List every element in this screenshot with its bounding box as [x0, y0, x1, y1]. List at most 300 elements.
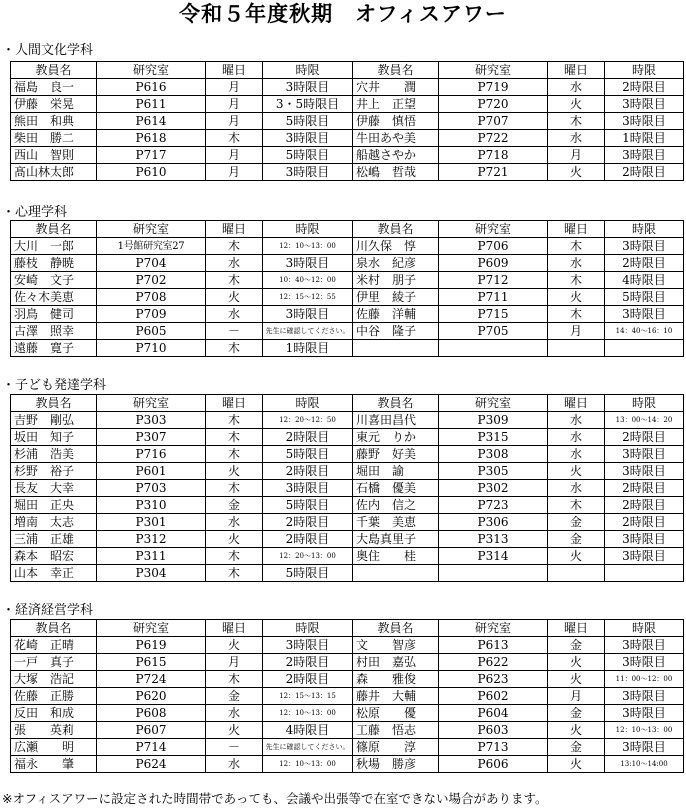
- weekday-cell: 水: [548, 255, 605, 272]
- period-cell: 3時限目: [605, 688, 684, 705]
- column-header-name: 教員名: [11, 620, 97, 637]
- weekday-cell: 木: [548, 272, 605, 289]
- weekday-cell: 火: [548, 548, 605, 565]
- teacher-name-cell: 大川 一郎: [11, 238, 97, 255]
- table-row: [11, 323, 684, 340]
- column-header-day: 曜日: [206, 221, 263, 238]
- period-cell: 2時限目: [605, 255, 684, 272]
- teacher-name-cell: 文 智彦: [353, 637, 439, 654]
- table-row: [11, 446, 684, 463]
- teacher-name-cell: 森 雅俊: [353, 671, 439, 688]
- teacher-name-cell: 川久保 惇: [353, 238, 439, 255]
- period-cell: 2時限目: [263, 531, 353, 548]
- room-cell: P715: [439, 306, 548, 323]
- column-header-name: 教員名: [11, 395, 97, 412]
- teacher-name-cell: 福永 肇: [11, 756, 97, 773]
- table-row: [11, 255, 684, 272]
- room-cell: P622: [439, 654, 548, 671]
- room-cell: P619: [97, 637, 206, 654]
- column-header-day: 曜日: [206, 62, 263, 79]
- period-cell: 3時限目: [605, 113, 684, 130]
- period-cell: 12：15～13：15: [263, 688, 353, 705]
- teacher-name-cell: 伊藤 慎悟: [353, 113, 439, 130]
- teacher-name-cell: 松原 優: [353, 705, 439, 722]
- teacher-name-cell: 大塚 浩記: [11, 671, 97, 688]
- room-cell: P304: [97, 565, 206, 582]
- weekday-cell: 火: [206, 722, 263, 739]
- room-cell: P722: [439, 130, 548, 147]
- period-cell: 2時限目: [605, 514, 684, 531]
- weekday-cell: 水: [206, 705, 263, 722]
- period-cell: 3時限目: [605, 548, 684, 565]
- period-cell: 3時限目: [605, 531, 684, 548]
- teacher-name-cell: 佐藤 洋輔: [353, 306, 439, 323]
- teacher-name-cell: 藤野 好美: [353, 446, 439, 463]
- weekday-cell: 木: [206, 130, 263, 147]
- column-header-day: 曜日: [548, 62, 605, 79]
- page-title: 令和５年度秋期 オフィスアワー: [179, 2, 507, 26]
- room-cell: P611: [97, 96, 206, 113]
- weekday-cell: 月: [206, 147, 263, 164]
- period-cell: 5時限目: [605, 289, 684, 306]
- column-header-day: 曜日: [548, 620, 605, 637]
- weekday-cell: 金: [206, 497, 263, 514]
- period-cell: 3時限目: [263, 480, 353, 497]
- period-cell: 13：00～14：20: [605, 412, 684, 429]
- column-header-period: 時限: [263, 620, 353, 637]
- column-header-name: 教員名: [353, 620, 439, 637]
- room-cell: P605: [97, 323, 206, 340]
- room-cell: P309: [439, 412, 548, 429]
- weekday-cell: 火: [548, 463, 605, 480]
- room-cell: P613: [439, 637, 548, 654]
- table-row: [11, 514, 684, 531]
- column-header-room: 研究室: [439, 62, 548, 79]
- teacher-name-cell: 松嶋 哲哉: [353, 164, 439, 181]
- period-cell: 3時限目: [605, 306, 684, 323]
- period-cell: 4時限目: [605, 272, 684, 289]
- table-row: [11, 480, 684, 497]
- room-cell: P303: [97, 412, 206, 429]
- room-cell: P608: [97, 705, 206, 722]
- period-cell: 11：00～12：00: [605, 671, 684, 688]
- table-row: [11, 306, 684, 323]
- office-hours-table: [10, 61, 684, 181]
- weekday-cell: 火: [548, 722, 605, 739]
- office-hours-table: [10, 394, 684, 582]
- period-cell: 2時限目: [605, 429, 684, 446]
- period-cell: 3時限目: [263, 306, 353, 323]
- weekday-cell: 木: [548, 238, 605, 255]
- period-cell: 12：10～13：00: [263, 238, 353, 255]
- period-cell: 3時限目: [605, 238, 684, 255]
- room-cell: P703: [97, 480, 206, 497]
- period-cell: 4時限目: [263, 722, 353, 739]
- period-cell: 5時限目: [263, 147, 353, 164]
- teacher-name-cell: 反田 和成: [11, 705, 97, 722]
- teacher-name-cell: 花崎 正晴: [11, 637, 97, 654]
- room-cell: P306: [439, 514, 548, 531]
- room-cell: P709: [97, 306, 206, 323]
- teacher-name-cell: 堀田 諭: [353, 463, 439, 480]
- room-cell: P706: [439, 238, 548, 255]
- period-cell: 2時限目: [263, 671, 353, 688]
- period-cell: [605, 565, 684, 582]
- column-header-period: 時限: [605, 221, 684, 238]
- weekday-cell: 木: [206, 412, 263, 429]
- period-cell: 3時限目: [263, 164, 353, 181]
- teacher-name-cell: 羽鳥 健司: [11, 306, 97, 323]
- teacher-name-cell: 遠藤 寛子: [11, 340, 97, 357]
- table-row: [11, 637, 684, 654]
- teacher-name-cell: 中谷 隆子: [353, 323, 439, 340]
- room-cell: P305: [439, 463, 548, 480]
- teacher-name-cell: 杉浦 浩美: [11, 446, 97, 463]
- weekday-cell: 火: [548, 671, 605, 688]
- column-header-name: 教員名: [353, 221, 439, 238]
- teacher-name-cell: 森本 昭宏: [11, 548, 97, 565]
- teacher-name-cell: 米村 朋子: [353, 272, 439, 289]
- table-row: [11, 289, 684, 306]
- weekday-cell: 木: [206, 565, 263, 582]
- period-cell: 12：10～13：00: [263, 756, 353, 773]
- column-header-day: 曜日: [548, 221, 605, 238]
- teacher-name-cell: 伊里 綾子: [353, 289, 439, 306]
- room-cell: P616: [97, 79, 206, 96]
- period-cell: 3時限目: [605, 446, 684, 463]
- room-cell: P604: [439, 705, 548, 722]
- room-cell: P606: [439, 756, 548, 773]
- office-hours-table: [10, 619, 684, 773]
- column-header-name: 教員名: [353, 62, 439, 79]
- teacher-name-cell: 張 英莉: [11, 722, 97, 739]
- table-row: [11, 531, 684, 548]
- weekday-cell: 火: [206, 289, 263, 306]
- period-cell: 3時限目: [605, 147, 684, 164]
- period-cell: 2時限目: [263, 654, 353, 671]
- table-row: [11, 164, 684, 181]
- column-header-room: 研究室: [439, 395, 548, 412]
- table-row: [11, 463, 684, 480]
- weekday-cell: 金: [548, 514, 605, 531]
- weekday-cell: －: [206, 323, 263, 340]
- weekday-cell: 木: [206, 272, 263, 289]
- weekday-cell: 金: [548, 531, 605, 548]
- table-row: [11, 113, 684, 130]
- table-row: [11, 238, 684, 255]
- room-cell: P710: [97, 340, 206, 357]
- period-cell: 3時限目: [263, 130, 353, 147]
- teacher-name-cell: 西山 智則: [11, 147, 97, 164]
- room-cell: P620: [97, 688, 206, 705]
- table-row: [11, 671, 684, 688]
- period-cell: 1時限目: [605, 130, 684, 147]
- weekday-cell: 金: [548, 739, 605, 756]
- column-header-period: 時限: [605, 620, 684, 637]
- table-header-row: [11, 395, 684, 412]
- column-header-period: 時限: [263, 62, 353, 79]
- weekday-cell: 木: [206, 446, 263, 463]
- room-cell: P720: [439, 96, 548, 113]
- weekday-cell: 木: [548, 497, 605, 514]
- teacher-name-cell: 三浦 正雄: [11, 531, 97, 548]
- teacher-name-cell: 川喜田昌代: [353, 412, 439, 429]
- teacher-name-cell: 奥住 桂: [353, 548, 439, 565]
- weekday-cell: 水: [206, 306, 263, 323]
- table-row: [11, 272, 684, 289]
- column-header-room: 研究室: [97, 221, 206, 238]
- column-header-day: 曜日: [206, 620, 263, 637]
- period-cell: 12：20～12：50: [263, 412, 353, 429]
- teacher-name-cell: 堀田 正央: [11, 497, 97, 514]
- teacher-name-cell: 長友 大幸: [11, 480, 97, 497]
- teacher-name-cell: 藤井 大輔: [353, 688, 439, 705]
- room-cell: P705: [439, 323, 548, 340]
- period-cell: 5時限目: [263, 497, 353, 514]
- weekday-cell: 木: [206, 429, 263, 446]
- weekday-cell: [548, 340, 605, 357]
- room-cell: P314: [439, 548, 548, 565]
- room-cell: P708: [97, 289, 206, 306]
- teacher-name-cell: 篠原 淳: [353, 739, 439, 756]
- column-header-day: 曜日: [548, 395, 605, 412]
- room-cell: P310: [97, 497, 206, 514]
- weekday-cell: 火: [548, 654, 605, 671]
- period-cell: 2時限目: [605, 497, 684, 514]
- teacher-name-cell: 坂田 知子: [11, 429, 97, 446]
- weekday-cell: 木: [206, 480, 263, 497]
- period-cell: 5時限目: [263, 446, 353, 463]
- room-cell: P721: [439, 164, 548, 181]
- weekday-cell: 月: [548, 688, 605, 705]
- teacher-name-cell: 牛田あや美: [353, 130, 439, 147]
- room-cell: P724: [97, 671, 206, 688]
- office-hours-table: [10, 220, 684, 357]
- weekday-cell: 木: [206, 238, 263, 255]
- period-cell: 先生に確認してください。: [263, 323, 353, 340]
- teacher-name-cell: 船越さやか: [353, 147, 439, 164]
- period-cell: [605, 340, 684, 357]
- period-cell: 12：20～13：00: [263, 548, 353, 565]
- teacher-name-cell: 古澤 照幸: [11, 323, 97, 340]
- period-cell: 3時限目: [605, 637, 684, 654]
- period-cell: 2時限目: [263, 429, 353, 446]
- period-cell: 2時限目: [605, 164, 684, 181]
- period-cell: 3・5時限目: [263, 96, 353, 113]
- table-row: [11, 688, 684, 705]
- room-cell: P307: [97, 429, 206, 446]
- period-cell: 10：40～12：00: [263, 272, 353, 289]
- weekday-cell: 木: [548, 113, 605, 130]
- weekday-cell: 木: [206, 548, 263, 565]
- column-header-period: 時限: [605, 62, 684, 79]
- teacher-name-cell: 柴田 勝二: [11, 130, 97, 147]
- room-cell: P716: [97, 446, 206, 463]
- weekday-cell: 金: [548, 705, 605, 722]
- weekday-cell: 火: [206, 531, 263, 548]
- table-row: [11, 756, 684, 773]
- weekday-cell: 水: [548, 429, 605, 446]
- room-cell: P718: [439, 147, 548, 164]
- teacher-name-cell: 杉野 裕子: [11, 463, 97, 480]
- room-cell: P723: [439, 497, 548, 514]
- teacher-name-cell: 広瀬 明: [11, 739, 97, 756]
- column-header-period: 時限: [263, 221, 353, 238]
- weekday-cell: 月: [206, 654, 263, 671]
- weekday-cell: 水: [548, 79, 605, 96]
- period-cell: 3時限目: [263, 637, 353, 654]
- room-cell: P618: [97, 130, 206, 147]
- room-cell: P717: [97, 147, 206, 164]
- teacher-name-cell: 泉水 紀彦: [353, 255, 439, 272]
- period-cell: 3時限目: [605, 463, 684, 480]
- weekday-cell: 月: [206, 79, 263, 96]
- column-header-room: 研究室: [439, 221, 548, 238]
- weekday-cell: 水: [548, 480, 605, 497]
- period-cell: 12：10～13：00: [605, 722, 684, 739]
- weekday-cell: 木: [548, 306, 605, 323]
- room-cell: P714: [97, 739, 206, 756]
- room-cell: P312: [97, 531, 206, 548]
- room-cell: P719: [439, 79, 548, 96]
- table-row: [11, 705, 684, 722]
- period-cell: 12：10～13：00: [263, 705, 353, 722]
- weekday-cell: 火: [206, 463, 263, 480]
- room-cell: P302: [439, 480, 548, 497]
- weekday-cell: 火: [206, 637, 263, 654]
- teacher-name-cell: 穴井 潤: [353, 79, 439, 96]
- table-row: [11, 340, 684, 357]
- table-row: [11, 96, 684, 113]
- teacher-name-cell: 吉野 剛弘: [11, 412, 97, 429]
- period-cell: 12：15～12：55: [263, 289, 353, 306]
- period-cell: 5時限目: [263, 113, 353, 130]
- table-row: [11, 497, 684, 514]
- room-cell: P711: [439, 289, 548, 306]
- teacher-name-cell: 井上 正望: [353, 96, 439, 113]
- period-cell: 13:10～14:00: [605, 756, 684, 773]
- weekday-cell: 水: [206, 255, 263, 272]
- room-cell: P602: [439, 688, 548, 705]
- teacher-name-cell: 一戸 真子: [11, 654, 97, 671]
- column-header-period: 時限: [263, 395, 353, 412]
- department-heading: ・子ども発達学科: [2, 378, 107, 393]
- table-header-row: [11, 62, 684, 79]
- weekday-cell: 水: [206, 514, 263, 531]
- teacher-name-cell: 増南 太志: [11, 514, 97, 531]
- weekday-cell: 月: [548, 323, 605, 340]
- column-header-period: 時限: [605, 395, 684, 412]
- weekday-cell: 火: [548, 289, 605, 306]
- weekday-cell: 水: [548, 130, 605, 147]
- table-row: [11, 412, 684, 429]
- teacher-name-cell: [353, 340, 439, 357]
- period-cell: 5時限目: [263, 565, 353, 582]
- teacher-name-cell: 伊藤 栄晃: [11, 96, 97, 113]
- room-cell: P623: [439, 671, 548, 688]
- room-cell: P313: [439, 531, 548, 548]
- period-cell: 3時限目: [605, 705, 684, 722]
- weekday-cell: 火: [548, 164, 605, 181]
- teacher-name-cell: 佐内 信之: [353, 497, 439, 514]
- period-cell: 2時限目: [605, 480, 684, 497]
- room-cell: [439, 340, 548, 357]
- weekday-cell: 月: [206, 164, 263, 181]
- table-row: [11, 79, 684, 96]
- column-header-name: 教員名: [11, 221, 97, 238]
- weekday-cell: 月: [206, 113, 263, 130]
- teacher-name-cell: [353, 565, 439, 582]
- room-cell: P712: [439, 272, 548, 289]
- weekday-cell: 水: [206, 756, 263, 773]
- period-cell: 2時限目: [263, 463, 353, 480]
- table-row: [11, 147, 684, 164]
- room-cell: P702: [97, 272, 206, 289]
- teacher-name-cell: 工藤 悟志: [353, 722, 439, 739]
- department-heading: ・人間文化学科: [2, 43, 94, 58]
- period-cell: 2時限目: [263, 514, 353, 531]
- room-cell: P707: [439, 113, 548, 130]
- weekday-cell: 火: [548, 96, 605, 113]
- teacher-name-cell: 佐藤 正勝: [11, 688, 97, 705]
- period-cell: 先生に確認してください。: [263, 739, 353, 756]
- period-cell: 3時限目: [605, 739, 684, 756]
- weekday-cell: 金: [206, 688, 263, 705]
- teacher-name-cell: 石橋 優美: [353, 480, 439, 497]
- teacher-name-cell: 髙山林太郎: [11, 164, 97, 181]
- teacher-name-cell: 秋場 勝彦: [353, 756, 439, 773]
- department-heading: ・経済経営学科: [2, 603, 94, 618]
- weekday-cell: －: [206, 739, 263, 756]
- room-cell: P615: [97, 654, 206, 671]
- period-cell: 1時限目: [263, 340, 353, 357]
- table-header-row: [11, 221, 684, 238]
- column-header-room: 研究室: [97, 395, 206, 412]
- teacher-name-cell: 藤枝 静暁: [11, 255, 97, 272]
- room-cell: P624: [97, 756, 206, 773]
- period-cell: 3時限目: [605, 654, 684, 671]
- weekday-cell: 月: [548, 147, 605, 164]
- room-cell: P704: [97, 255, 206, 272]
- room-cell: P308: [439, 446, 548, 463]
- teacher-name-cell: 大島真里子: [353, 531, 439, 548]
- table-row: [11, 130, 684, 147]
- table-row: [11, 429, 684, 446]
- room-cell: P614: [97, 113, 206, 130]
- table-row: [11, 548, 684, 565]
- period-cell: 3時限目: [263, 255, 353, 272]
- room-cell: P311: [97, 548, 206, 565]
- room-cell: P603: [439, 722, 548, 739]
- footer-note: ※オフィスアワーに設定された時間帯であっても、会議や出張等で在室できない場合があります。: [2, 791, 548, 806]
- teacher-name-cell: 熊田 和典: [11, 113, 97, 130]
- room-cell: P601: [97, 463, 206, 480]
- column-header-room: 研究室: [439, 620, 548, 637]
- period-cell: 3時限目: [605, 96, 684, 113]
- teacher-name-cell: 千葉 美恵: [353, 514, 439, 531]
- table-row: [11, 654, 684, 671]
- table-row: [11, 739, 684, 756]
- teacher-name-cell: 佐々木美恵: [11, 289, 97, 306]
- weekday-cell: 金: [548, 637, 605, 654]
- weekday-cell: 木: [206, 671, 263, 688]
- period-cell: 3時限目: [263, 79, 353, 96]
- weekday-cell: 月: [206, 96, 263, 113]
- column-header-room: 研究室: [97, 62, 206, 79]
- period-cell: 14：40～16：10: [605, 323, 684, 340]
- room-cell: P610: [97, 164, 206, 181]
- table-header-row: [11, 620, 684, 637]
